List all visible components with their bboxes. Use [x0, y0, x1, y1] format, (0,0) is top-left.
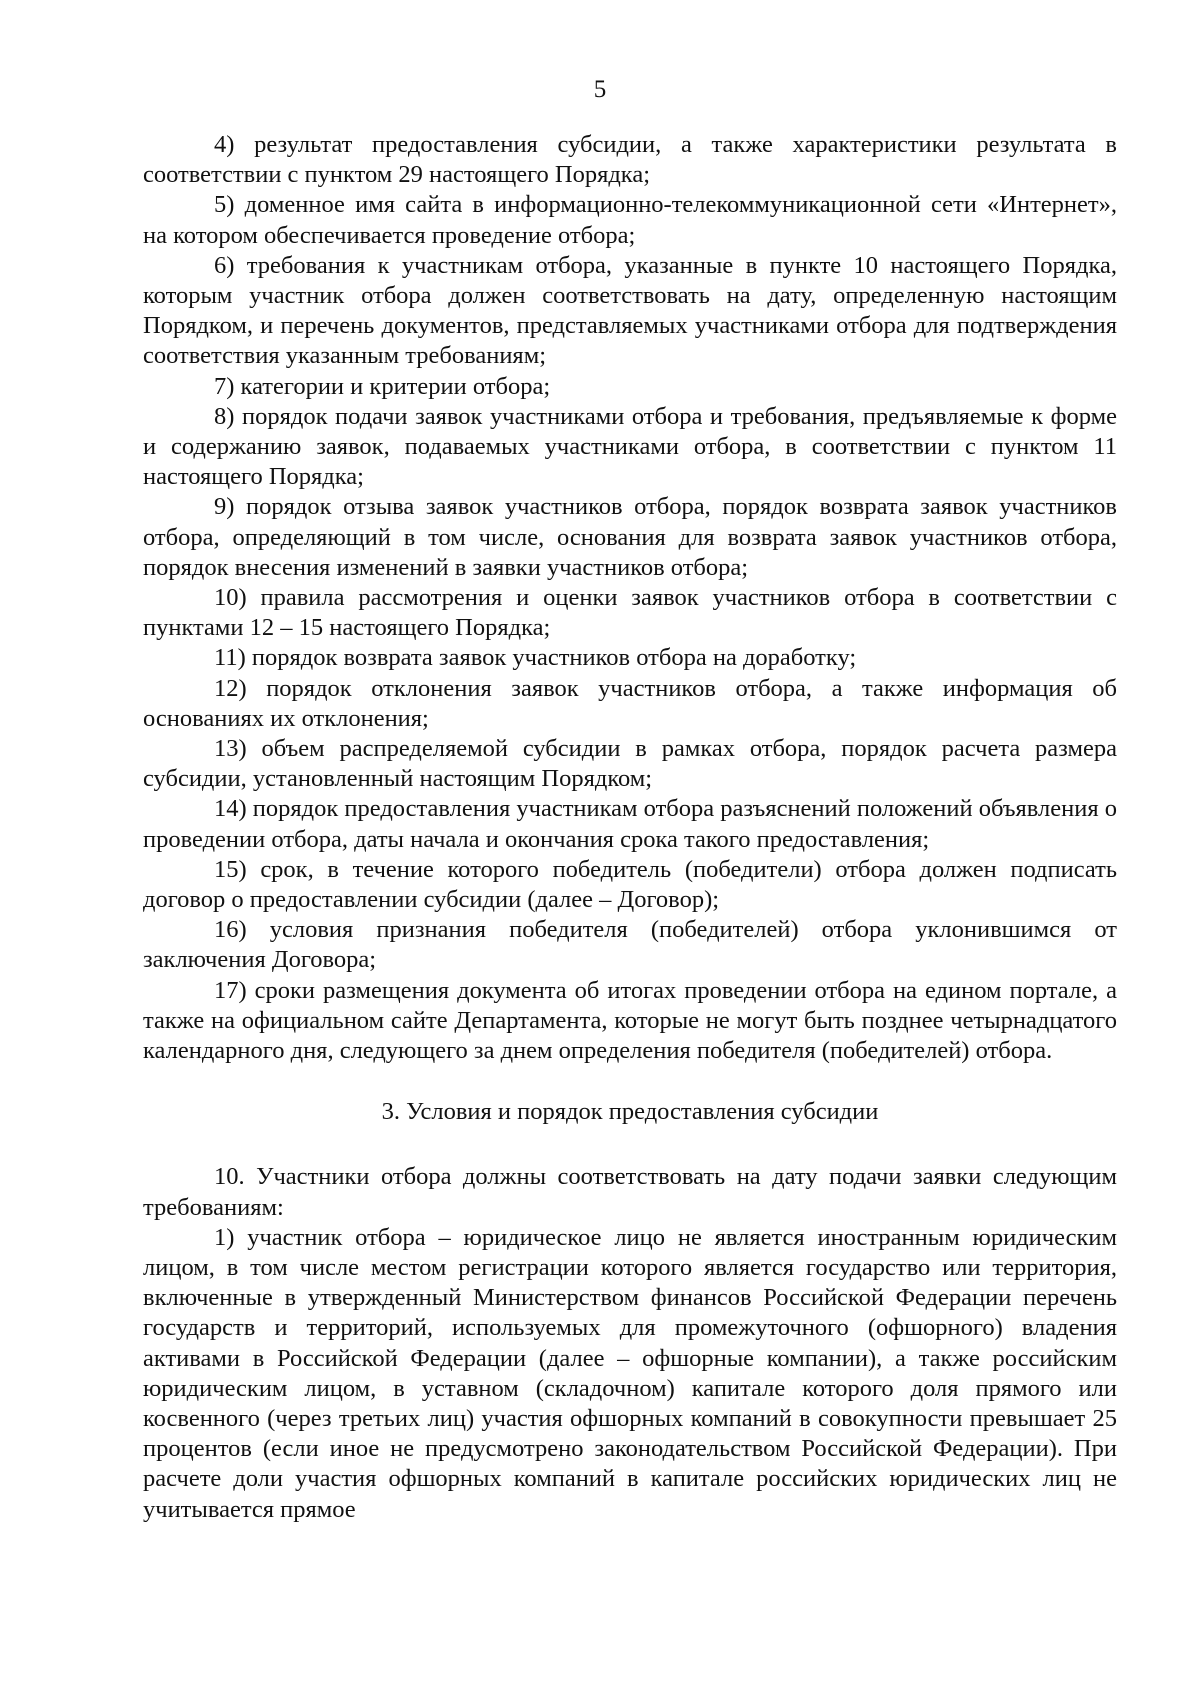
list-item-7: 7) категории и критерии отбора; [214, 372, 551, 400]
list-item-12: 12) порядок отклонения заявок участников отбора, а также информация об основаниях их отклонения; [143, 674, 1117, 732]
list-item-17: 17) сроки размещения документа об итогах проведении отбора на едином портале, а также на официальном сайте Департамента, которые не могут быть позднее четырнадцатого календарного дня, следующего за днем определения победителя (победителей) отбора. [143, 976, 1117, 1065]
list-item-14: 14) порядок предоставления участникам отбора разъяснений положений объявления о проведении отбора, даты начала и окончания срока такого предоставления; [143, 795, 1117, 853]
page-number: 5 [593, 76, 607, 103]
list-item-16: 16) условия признания победителя (победителей) отбора уклонившимся от заключения Договора; [143, 916, 1117, 974]
clause-10: 10. Участники отбора должны соответствовать на дату подачи заявки следующим требованиям: [143, 1163, 1117, 1221]
subclause-1: 1) участник отбора – юридическое лицо не является иностранным юридическим лицом, в том числе местом регистрации которого является государство или территория, включенные в утвержденный Министерством финансов Российской Федерации перечень государств и территорий, используемых для промежуточного (офшорного) владения активами в Российской Федерации (далее – офшорные компании), а также российским юридическим лицом, в уставном (складочном) капитале которого доля прямого или косвенного (через третьих лиц) участия офшорных компаний в совокупности превышает 25 процентов (если иное не предусмотрено законодательством Российской Федерации). При расчете доли участия офшорных компаний в капитале российских юридических лиц не учитывается прямое [143, 1223, 1117, 1523]
list-item-5: 5) доменное имя сайта в информационно-телекоммуникационной сети «Интернет», на котором обеспечивается проведение отбора; [143, 191, 1117, 249]
list-item-10: 10) правила рассмотрения и оценки заявок участников отбора в соответствии с пунктами 12 – 15 настоящего Порядка; [143, 584, 1117, 642]
list-item-4: 4) результат предоставления субсидии, а также характеристики результата в соответствии с пунктом 29 настоящего Порядка; [143, 131, 1117, 189]
section-heading: 3. Условия и порядок предоставления субсидии [381, 1098, 879, 1126]
document-body [143, 130, 1117, 1525]
list-item-8: 8) порядок подачи заявок участниками отбора и требования, предъявляемые к форме и содержанию заявок, подаваемых участниками отбора, в соответствии с пунктом 11 настоящего Порядка; [143, 402, 1117, 491]
list-item-15: 15) срок, в течение которого победитель (победители) отбора должен подписать договор о предоставлении субсидии (далее – Договор); [143, 855, 1117, 914]
list-item-13: 13) объем распределяемой субсидии в рамках отбора, порядок расчета размера субсидии, установленный настоящим Порядком; [143, 735, 1117, 793]
list-item-11: 11) порядок возврата заявок участников отбора на доработку; [214, 644, 857, 672]
list-item-9: 9) порядок отзыва заявок участников отбора, порядок возврата заявок участников отбора, определяющий в том числе, основания для возврата заявок участников отбора, порядок внесения изменений в заявки участников отбора; [143, 493, 1117, 581]
list-item-6: 6) требования к участникам отбора, указанные в пункте 10 настоящего Порядка, которым участник отбора должен соответствовать на дату, определенную настоящим Порядком, и перечень документов, представляемых участниками отбора для подтверждения соответствия указанным требованиям; [143, 251, 1117, 370]
